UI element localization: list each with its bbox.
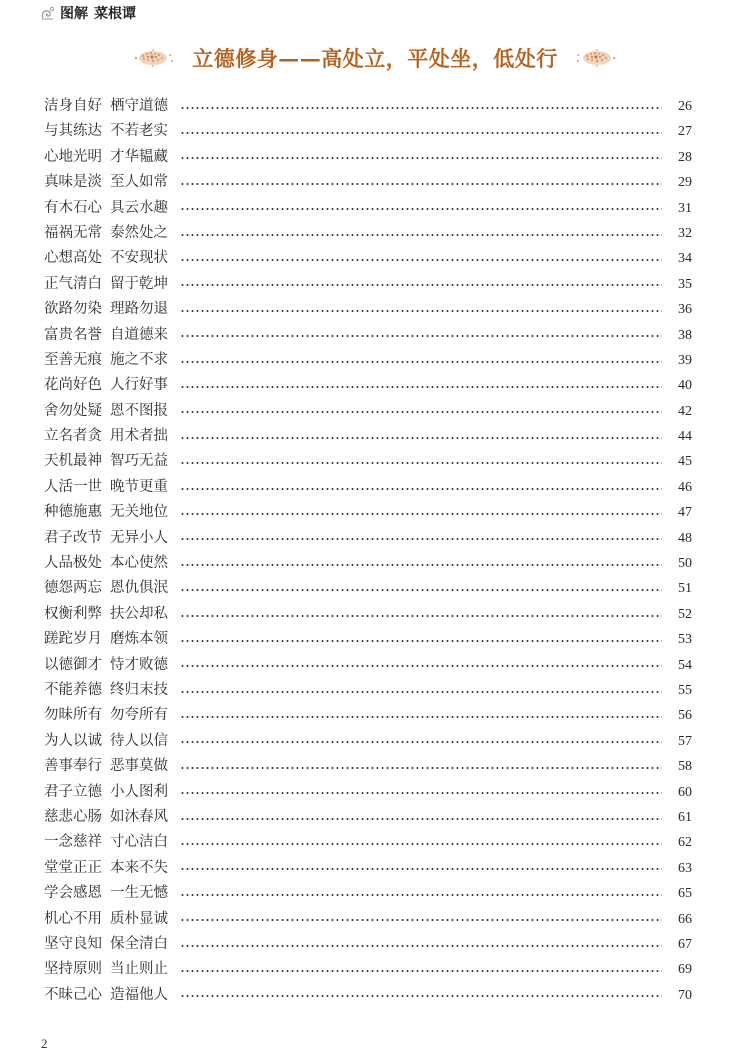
toc-entry-title [44,983,168,1008]
toc-page-number: 51 [678,581,692,597]
toc-page-number: 55 [678,682,692,698]
toc-entry[interactable] [44,576,692,601]
toc-title-part-b: 终归末技 [110,681,168,698]
toc-title-part-b: 用术者拙 [110,428,168,445]
toc-title-part-a: 蹉跎岁月 [44,631,102,648]
toc-title-part-b: 具云水趣 [110,199,168,216]
book-header [60,3,136,23]
dot-leader [180,792,662,794]
toc-title-part-a: 人活一世 [44,478,102,495]
toc-page-number: 34 [678,251,692,267]
toc-title-part-a: 人品极处 [44,555,102,572]
dot-leader [180,919,662,921]
toc-page-number: 40 [678,378,692,394]
toc-title-part-a: 心地光明 [44,148,102,165]
dot-leader [180,868,662,870]
toc-title-part-a: 与其练达 [44,123,102,140]
dot-leader [180,564,662,566]
toc-title-part-a: 福祸无常 [44,224,102,241]
book-title: 菜根谭 [94,6,136,22]
toc-entry-title [44,145,168,170]
toc-entry-title [44,196,168,221]
section-title-row [0,40,750,76]
toc-title-part-a: 坚守良知 [44,935,102,952]
toc-title-part-b: 造福他人 [110,986,168,1003]
toc-title-part-a: 正气清白 [44,275,102,292]
toc-entry-title [44,297,168,322]
snail-swirl-logo-icon [40,5,56,21]
toc-entry-title [44,373,168,398]
toc-page-number: 56 [678,708,692,724]
toc-title-part-b: 恃才败德 [110,656,168,673]
dot-leader [180,284,662,286]
toc-title-part-b: 晚节更重 [110,478,168,495]
toc-title-part-b: 本心使然 [110,555,168,572]
toc-entry-title [44,475,168,500]
dot-leader [180,513,662,515]
dot-leader [180,310,662,312]
toc-page-number: 35 [678,276,692,292]
toc-title-part-b: 待人以信 [110,732,168,749]
toc-title-part-a: 欲路勿染 [44,301,102,318]
toc-title-part-b: 扶公却私 [110,605,168,622]
toc-title-part-b: 不若老实 [110,123,168,140]
toc-page-number: 66 [678,911,692,927]
toc-entry-title [44,703,168,728]
dot-leader [180,894,662,896]
toc-entry-title [44,551,168,576]
toc-entry-title [44,830,168,855]
toc-title-part-b: 栖守道德 [110,98,168,114]
toc-entry-title [44,678,168,703]
toc-title-part-a: 真味是淡 [44,174,102,191]
dot-leader [180,259,662,261]
toc-title-part-a: 富贵名誉 [44,326,102,343]
toc-title-part-a: 以德御才 [44,656,102,673]
toc-entry-title [44,932,168,957]
toc-entry[interactable] [44,449,692,474]
toc-page-number: 67 [678,936,692,952]
toc-entry[interactable] [44,526,692,551]
dot-leader [180,437,662,439]
toc-entry[interactable] [44,881,692,906]
toc-entry[interactable] [44,678,692,703]
toc-entry[interactable] [44,221,692,246]
dot-leader [180,234,662,236]
toc-page-number: 70 [678,987,692,1003]
toc-title-part-a: 堂堂正正 [44,859,102,876]
toc-page-number: 36 [678,302,692,318]
toc-page-number: 42 [678,403,692,419]
dot-leader [180,183,662,185]
toc-title-part-b: 泰然处之 [110,224,168,241]
dot-leader [180,335,662,337]
toc-page-number: 52 [678,606,692,622]
toc-title-part-a: 权衡利弊 [44,605,102,622]
toc-entry-title [44,627,168,652]
toc-title-part-b: 本来不失 [110,859,168,876]
toc-title-part-b: 恩不图报 [110,402,168,419]
toc-page-number: 60 [678,784,692,800]
toc-page-number: 46 [678,479,692,495]
toc-entry-title [44,729,168,754]
toc-entry[interactable] [44,780,692,805]
toc-entry-title [44,94,168,119]
toc-title-part-b: 保全清白 [110,935,168,952]
toc-title-part-a: 不昧己心 [44,986,102,1003]
toc-entry[interactable] [44,475,692,500]
toc-page-number: 39 [678,352,692,368]
dot-leader [180,716,662,718]
toc-entry[interactable] [44,94,692,119]
toc-title-part-a: 坚持原则 [44,961,102,978]
toc-title-part-b: 人行好事 [110,377,168,394]
toc-entry[interactable] [44,145,692,170]
toc-title-part-b: 无关地位 [110,504,168,521]
toc-entry[interactable] [44,373,692,398]
toc-entry[interactable] [44,856,692,881]
toc-entry-title [44,957,168,982]
toc-title-part-b: 勿夸所有 [110,707,168,724]
table-of-contents [44,94,692,1008]
toc-page-number: 26 [678,99,692,114]
toc-page-number: 45 [678,454,692,470]
toc-page-number: 48 [678,530,692,546]
toc-title-part-a: 不能养德 [44,681,102,698]
toc-entry[interactable] [44,348,692,373]
toc-entry[interactable] [44,500,692,525]
dot-leader [180,208,662,210]
running-header [40,2,136,24]
toc-entry[interactable] [44,983,692,1008]
toc-entry[interactable] [44,703,692,728]
toc-title-part-b: 才华韫藏 [110,148,168,165]
toc-entry-title [44,754,168,779]
dot-leader [180,615,662,617]
toc-title-part-b: 智巧无益 [110,453,168,470]
dot-leader [180,488,662,490]
dot-leader [180,538,662,540]
dot-leader [180,361,662,363]
toc-page-number: 44 [678,429,692,445]
dot-leader [180,995,662,997]
toc-title-part-b: 至人如常 [110,174,168,191]
toc-page-number: 27 [678,124,692,140]
toc-entry-title [44,576,168,601]
dot-leader [180,843,662,845]
toc-entry-title [44,170,168,195]
page-folio-number: 2 [41,1036,48,1051]
toc-entry[interactable] [44,196,692,221]
toc-title-part-b: 恶事莫做 [110,758,168,775]
toc-entry[interactable] [44,424,692,449]
dot-leader [180,411,662,413]
toc-entry[interactable] [44,957,692,982]
toc-page-number: 54 [678,657,692,673]
dot-leader [180,107,662,109]
toc-entry[interactable] [44,170,692,195]
floral-ornament-icon [128,47,178,69]
toc-page-number: 32 [678,225,692,241]
toc-entry[interactable] [44,119,692,144]
toc-page-number: 50 [678,556,692,572]
toc-title-part-b: 恩仇俱泯 [110,580,168,597]
toc-page-number: 53 [678,632,692,648]
toc-title-part-b: 质朴显诚 [110,910,168,927]
toc-entry-title [44,881,168,906]
toc-page-number: 58 [678,759,692,775]
toc-title-part-a: 一念慈祥 [44,834,102,851]
toc-title-part-a: 善事奉行 [44,758,102,775]
toc-entry[interactable] [44,627,692,652]
toc-title-part-a: 花尚好色 [44,377,102,394]
toc-entry-title [44,780,168,805]
toc-title-part-b: 一生无憾 [110,885,168,902]
toc-entry[interactable] [44,399,692,424]
toc-entry[interactable] [44,653,692,678]
toc-title-part-b: 理路勿退 [110,301,168,318]
toc-title-part-a: 德怨两忘 [44,580,102,597]
dot-leader [180,818,662,820]
dot-leader [180,157,662,159]
toc-entry-title [44,907,168,932]
toc-title-part-b: 施之不求 [110,351,168,368]
toc-title-part-b: 磨炼本领 [110,631,168,648]
toc-title-part-b: 寸心洁白 [110,834,168,851]
toc-title-part-a: 种德施惠 [44,504,102,521]
toc-page-number: 61 [678,809,692,825]
toc-page-number: 69 [678,962,692,978]
toc-entry[interactable] [44,246,692,271]
dot-leader [180,741,662,743]
dot-leader [180,945,662,947]
toc-entry[interactable] [44,932,692,957]
toc-entry-title [44,323,168,348]
section-title: 立德修身——高处立，平处坐，低处行 [192,46,558,71]
dot-leader [180,665,662,667]
toc-title-part-a: 洁身自好 [44,98,102,114]
toc-entry-title [44,805,168,830]
toc-page-number: 38 [678,327,692,343]
toc-title-part-a: 立名者贪 [44,428,102,445]
dot-leader [180,640,662,642]
toc-title-part-a: 有木石心 [44,199,102,216]
toc-entry-title [44,653,168,678]
toc-title-part-a: 学会感恩 [44,885,102,902]
toc-entry-title [44,272,168,297]
dot-leader [180,691,662,693]
toc-title-part-a: 天机最神 [44,453,102,470]
toc-page-number: 29 [678,175,692,191]
toc-title-part-a: 慈悲心肠 [44,808,102,825]
toc-title-part-a: 舍勿处疑 [44,402,102,419]
toc-title-part-b: 不安现状 [110,250,168,267]
toc-entry-title [44,526,168,551]
dot-leader [180,386,662,388]
toc-entry-title [44,602,168,627]
toc-entry[interactable] [44,805,692,830]
toc-title-part-a: 心想高处 [44,250,102,267]
toc-title-part-b: 如沐春风 [110,808,168,825]
toc-entry-title [44,246,168,271]
toc-entry[interactable] [44,907,692,932]
toc-entry[interactable] [44,830,692,855]
toc-entry-title [44,119,168,144]
toc-title-part-b: 当止则止 [110,961,168,978]
toc-entry[interactable] [44,602,692,627]
toc-entry-title [44,348,168,373]
toc-title-part-a: 勿昧所有 [44,707,102,724]
dot-leader [180,589,662,591]
toc-title-part-b: 小人图利 [110,783,168,800]
dot-leader [180,462,662,464]
toc-page-number: 65 [678,886,692,902]
toc-entry-title [44,424,168,449]
toc-entry[interactable] [44,754,692,779]
toc-entry-title [44,856,168,881]
toc-page-number: 31 [678,200,692,216]
dot-leader [180,970,662,972]
series-label: 图解 [60,6,88,22]
dot-leader [180,767,662,769]
toc-title-part-b: 留于乾坤 [110,275,168,292]
floral-ornament-icon [572,47,622,69]
dot-leader [180,132,662,134]
toc-entry-title [44,500,168,525]
toc-page-number: 57 [678,733,692,749]
toc-title-part-a: 君子立德 [44,783,102,800]
toc-entry[interactable] [44,729,692,754]
toc-page-number: 47 [678,505,692,521]
toc-title-part-a: 机心不用 [44,910,102,927]
toc-entry[interactable] [44,297,692,322]
toc-title-part-b: 无异小人 [110,529,168,546]
toc-entry[interactable] [44,272,692,297]
toc-entry-title [44,221,168,246]
toc-entry-title [44,449,168,474]
toc-title-part-a: 君子改节 [44,529,102,546]
toc-page-number: 28 [678,149,692,165]
toc-title-part-a: 为人以诚 [44,732,102,749]
toc-entry-title [44,399,168,424]
toc-title-part-a: 至善无痕 [44,351,102,368]
toc-entry[interactable] [44,323,692,348]
toc-title-part-b: 自道德来 [110,326,168,343]
toc-page-number: 63 [678,860,692,876]
toc-page-number: 62 [678,835,692,851]
toc-entry[interactable] [44,551,692,576]
